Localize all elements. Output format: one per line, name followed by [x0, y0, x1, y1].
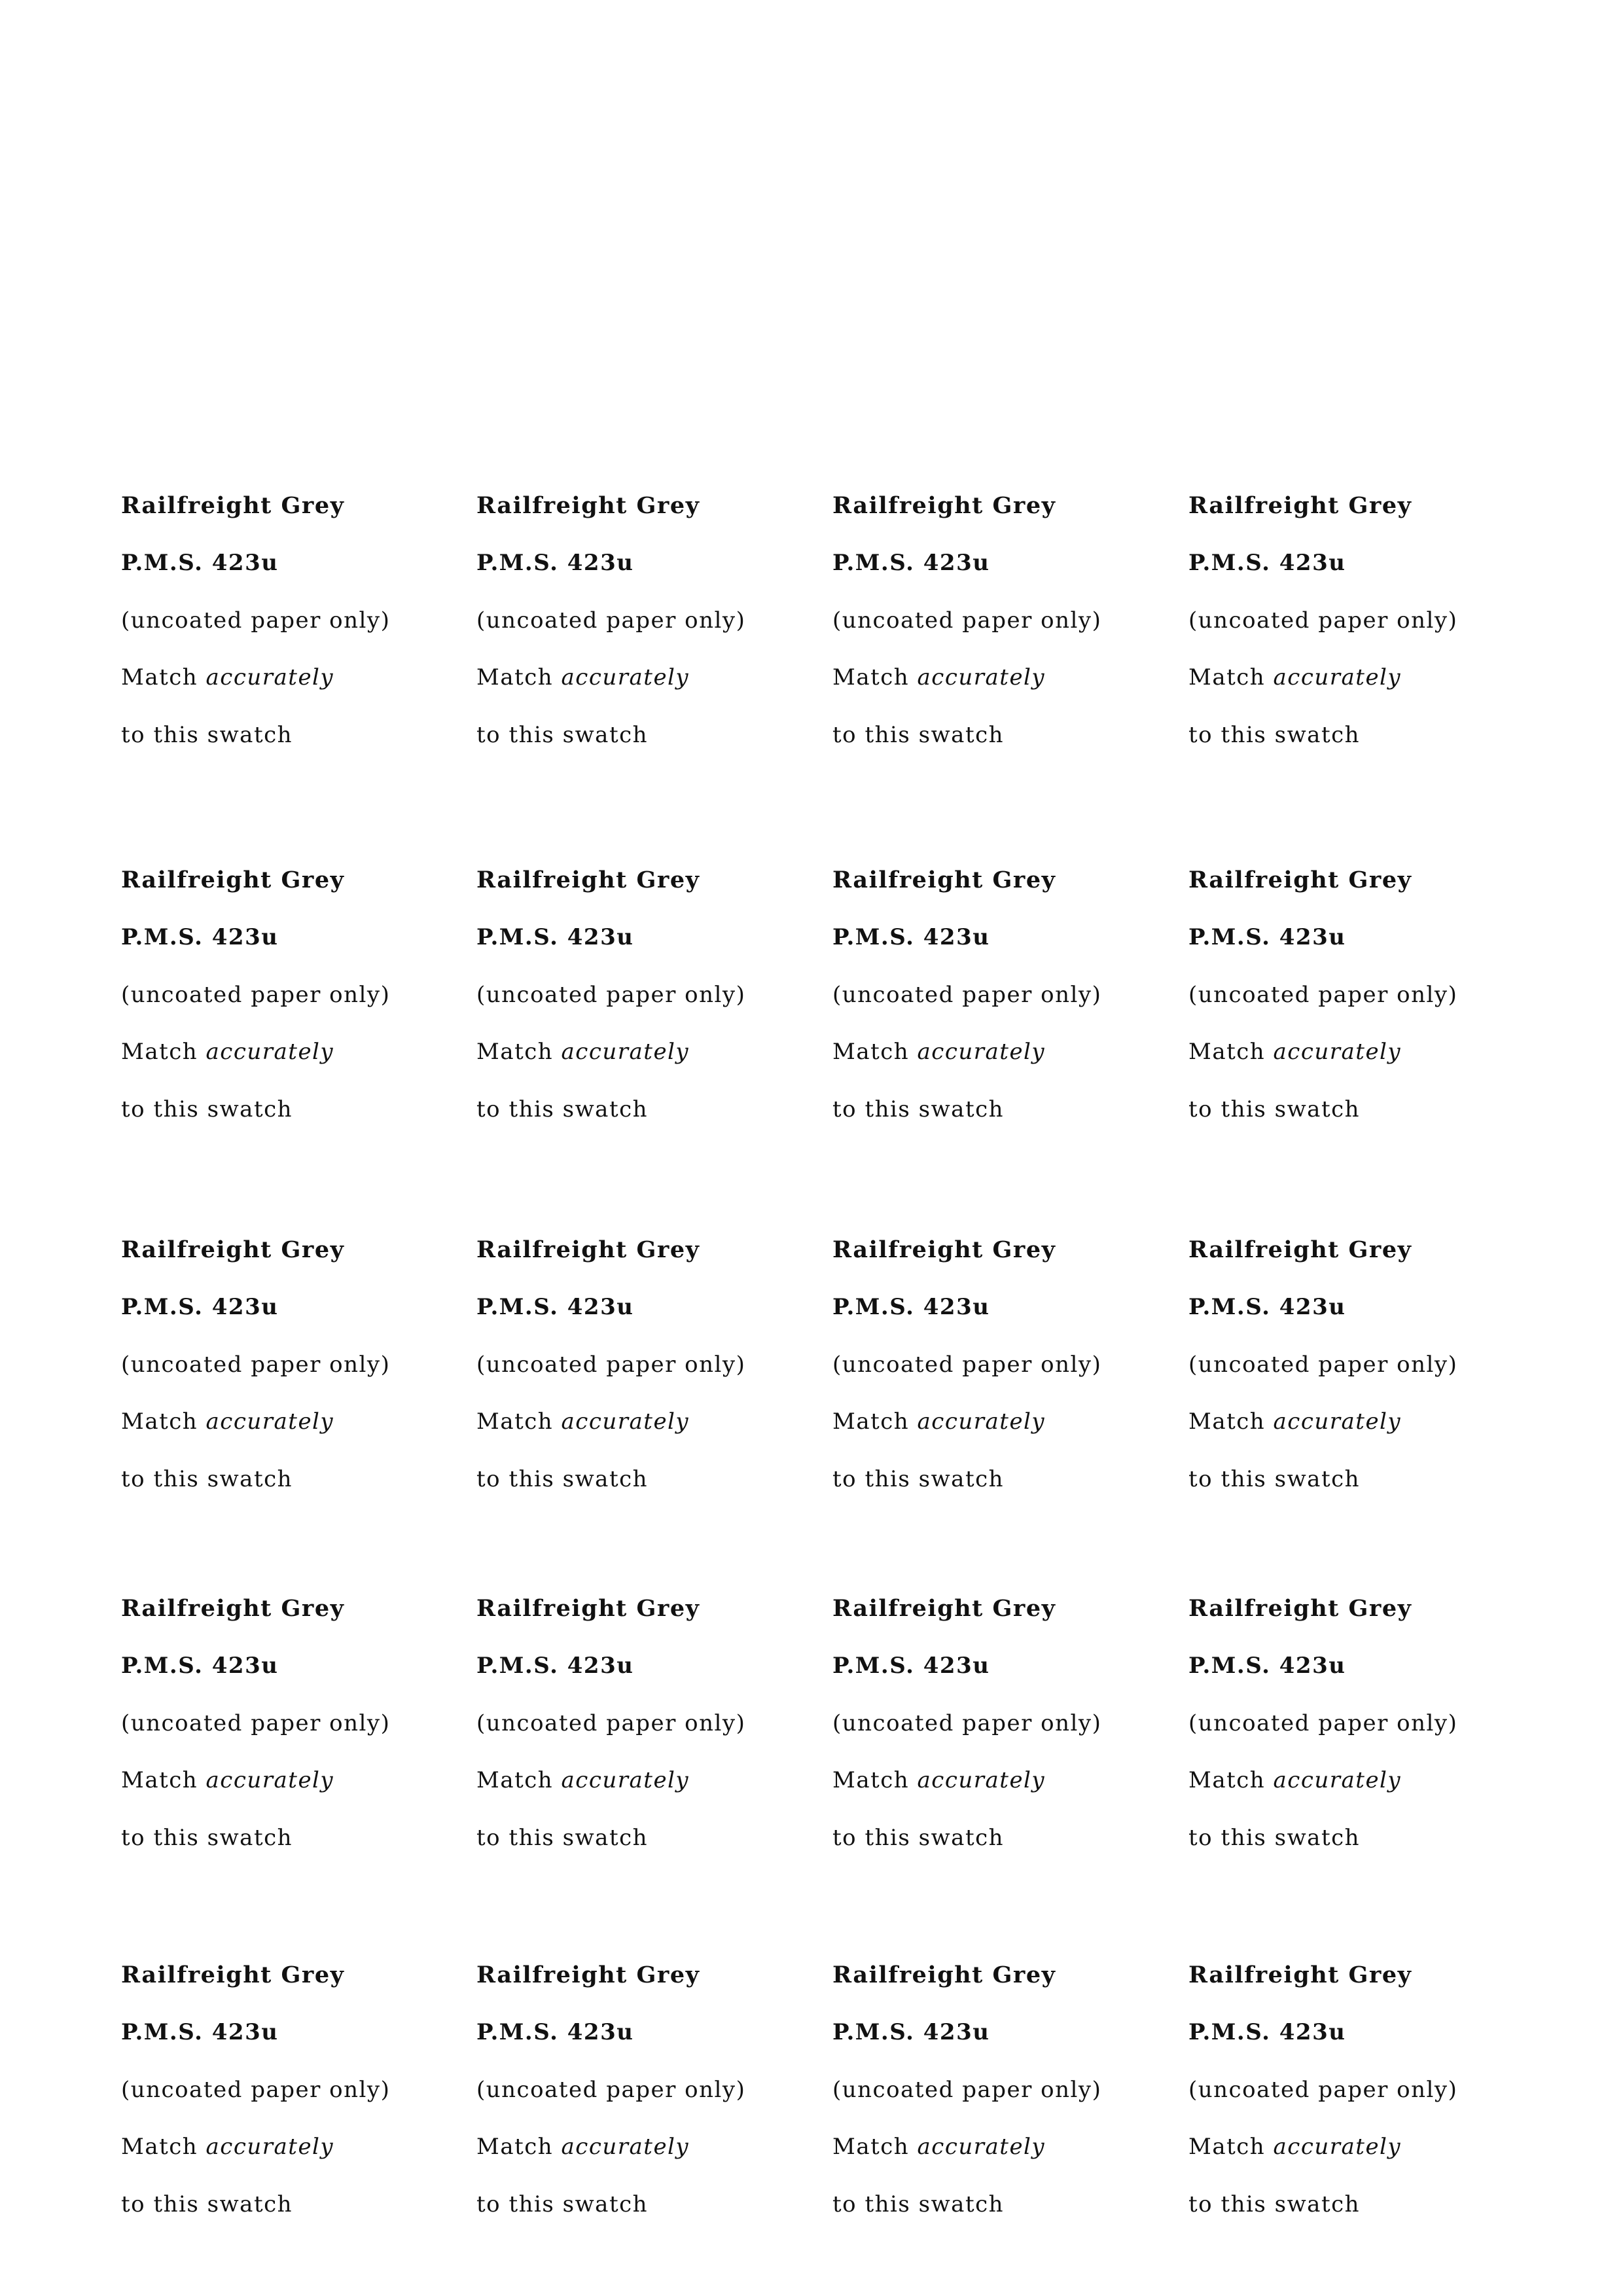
paper-note: (uncoated paper only)	[121, 1710, 391, 1736]
colour-name: Railfreight Grey	[832, 1962, 1056, 1988]
colour-name: Railfreight Grey	[1188, 1595, 1412, 1622]
match-word: Match	[121, 1408, 198, 1435]
match-emphasis: accurately	[917, 1408, 1046, 1435]
pantone-code: P.M.S. 423u	[1188, 1653, 1346, 1679]
match-word: Match	[476, 1408, 554, 1435]
match-instruction	[1188, 664, 1401, 691]
match-instruction	[1188, 2134, 1401, 2160]
match-word: Match	[476, 664, 554, 691]
match-emphasis: accurately	[205, 1039, 334, 1065]
pantone-code: P.M.S. 423u	[476, 1653, 634, 1679]
match-word: Match	[476, 2134, 554, 2160]
colour-name: Railfreight Grey	[476, 1595, 700, 1622]
pantone-code: P.M.S. 423u	[1188, 924, 1346, 950]
match-word: Match	[1188, 1408, 1266, 1435]
match-word: Match	[121, 1039, 198, 1065]
paper-note: (uncoated paper only)	[832, 1710, 1102, 1736]
paper-note: (uncoated paper only)	[1188, 1710, 1458, 1736]
swatch-instruction: to this swatch	[121, 2191, 293, 2217]
swatch-instruction: to this swatch	[832, 1825, 1005, 1851]
paper-note: (uncoated paper only)	[121, 1352, 391, 1378]
colour-name: Railfreight Grey	[1188, 867, 1412, 893]
match-instruction	[476, 1408, 689, 1435]
paper-note: (uncoated paper only)	[121, 607, 391, 634]
pantone-code: P.M.S. 423u	[832, 924, 990, 950]
swatch-instruction: to this swatch	[1188, 2191, 1361, 2217]
match-emphasis: accurately	[1273, 1039, 1402, 1065]
paper-note: (uncoated paper only)	[832, 2077, 1102, 2103]
colour-name: Railfreight Grey	[1188, 492, 1412, 519]
paper-note: (uncoated paper only)	[1188, 607, 1458, 634]
colour-name: Railfreight Grey	[476, 492, 700, 519]
colour-name: Railfreight Grey	[121, 867, 345, 893]
swatch-instruction: to this swatch	[121, 1825, 293, 1851]
swatch-instruction: to this swatch	[1188, 1825, 1361, 1851]
match-instruction	[832, 664, 1045, 691]
paper-note: (uncoated paper only)	[832, 982, 1102, 1008]
colour-name: Railfreight Grey	[1188, 1236, 1412, 1263]
match-emphasis: accurately	[561, 1767, 690, 1793]
match-word: Match	[832, 1767, 910, 1793]
pantone-code: P.M.S. 423u	[476, 924, 634, 950]
match-emphasis: accurately	[917, 1039, 1046, 1065]
pantone-code: P.M.S. 423u	[476, 550, 634, 576]
match-word: Match	[476, 1767, 554, 1793]
pantone-code: P.M.S. 423u	[121, 2019, 279, 2045]
pantone-code: P.M.S. 423u	[476, 1294, 634, 1320]
match-word: Match	[476, 1039, 554, 1065]
paper-note: (uncoated paper only)	[1188, 982, 1458, 1008]
match-instruction	[1188, 1039, 1401, 1065]
match-instruction	[121, 1767, 334, 1793]
swatch-instruction: to this swatch	[832, 2191, 1005, 2217]
paper-note: (uncoated paper only)	[1188, 1352, 1458, 1378]
colour-name: Railfreight Grey	[121, 1962, 345, 1988]
match-emphasis: accurately	[1273, 2134, 1402, 2160]
pantone-code: P.M.S. 423u	[832, 1653, 990, 1679]
paper-note: (uncoated paper only)	[1188, 2077, 1458, 2103]
match-instruction	[832, 1039, 1045, 1065]
match-emphasis: accurately	[205, 1408, 334, 1435]
pantone-code: P.M.S. 423u	[121, 1294, 279, 1320]
swatch-instruction: to this swatch	[121, 1466, 293, 1492]
pantone-code: P.M.S. 423u	[476, 2019, 634, 2045]
colour-name: Railfreight Grey	[121, 492, 345, 519]
pantone-code: P.M.S. 423u	[832, 2019, 990, 2045]
match-word: Match	[832, 1408, 910, 1435]
colour-name: Railfreight Grey	[476, 1236, 700, 1263]
match-word: Match	[121, 1767, 198, 1793]
colour-name: Railfreight Grey	[121, 1595, 345, 1622]
match-instruction	[1188, 1767, 1401, 1793]
match-word: Match	[1188, 1767, 1266, 1793]
swatch-instruction: to this swatch	[1188, 1466, 1361, 1492]
match-emphasis: accurately	[917, 664, 1046, 691]
match-emphasis: accurately	[205, 664, 334, 691]
swatch-instruction: to this swatch	[832, 722, 1005, 748]
swatch-instruction: to this swatch	[476, 722, 649, 748]
match-instruction	[121, 2134, 334, 2160]
paper-note: (uncoated paper only)	[476, 982, 746, 1008]
match-word: Match	[1188, 1039, 1266, 1065]
match-instruction	[832, 2134, 1045, 2160]
colour-name: Railfreight Grey	[476, 1962, 700, 1988]
swatch-instruction: to this swatch	[476, 2191, 649, 2217]
match-word: Match	[832, 664, 910, 691]
paper-note: (uncoated paper only)	[121, 2077, 391, 2103]
pantone-code: P.M.S. 423u	[1188, 1294, 1346, 1320]
swatch-instruction: to this swatch	[832, 1096, 1005, 1122]
match-instruction	[476, 1039, 689, 1065]
match-word: Match	[121, 664, 198, 691]
match-emphasis: accurately	[205, 1767, 334, 1793]
swatch-instruction: to this swatch	[476, 1096, 649, 1122]
match-instruction	[476, 664, 689, 691]
match-emphasis: accurately	[917, 1767, 1046, 1793]
colour-name: Railfreight Grey	[832, 867, 1056, 893]
match-emphasis: accurately	[1273, 1408, 1402, 1435]
swatch-instruction: to this swatch	[476, 1466, 649, 1492]
swatch-instruction: to this swatch	[1188, 722, 1361, 748]
match-word: Match	[1188, 2134, 1266, 2160]
match-instruction	[1188, 1408, 1401, 1435]
match-emphasis: accurately	[917, 2134, 1046, 2160]
colour-name: Railfreight Grey	[832, 1595, 1056, 1622]
match-instruction	[476, 2134, 689, 2160]
paper-note: (uncoated paper only)	[832, 607, 1102, 634]
match-instruction	[832, 1408, 1045, 1435]
paper-note: (uncoated paper only)	[476, 1352, 746, 1378]
match-instruction	[832, 1767, 1045, 1793]
match-emphasis: accurately	[1273, 664, 1402, 691]
pantone-code: P.M.S. 423u	[1188, 550, 1346, 576]
match-emphasis: accurately	[561, 1408, 690, 1435]
colour-name: Railfreight Grey	[476, 867, 700, 893]
match-emphasis: accurately	[1273, 1767, 1402, 1793]
swatch-instruction: to this swatch	[121, 722, 293, 748]
colour-name: Railfreight Grey	[1188, 1962, 1412, 1988]
swatch-instruction: to this swatch	[121, 1096, 293, 1122]
pantone-code: P.M.S. 423u	[832, 550, 990, 576]
match-word: Match	[832, 2134, 910, 2160]
paper-note: (uncoated paper only)	[121, 982, 391, 1008]
swatch-instruction: to this swatch	[476, 1825, 649, 1851]
match-word: Match	[121, 2134, 198, 2160]
pantone-code: P.M.S. 423u	[121, 924, 279, 950]
paper-note: (uncoated paper only)	[476, 2077, 746, 2103]
match-instruction	[121, 1408, 334, 1435]
paper-note: (uncoated paper only)	[476, 607, 746, 634]
colour-name: Railfreight Grey	[121, 1236, 345, 1263]
pantone-code: P.M.S. 423u	[832, 1294, 990, 1320]
match-emphasis: accurately	[205, 2134, 334, 2160]
match-word: Match	[1188, 664, 1266, 691]
pantone-code: P.M.S. 423u	[1188, 2019, 1346, 2045]
swatch-instruction: to this swatch	[1188, 1096, 1361, 1122]
match-emphasis: accurately	[561, 2134, 690, 2160]
swatch-instruction: to this swatch	[832, 1466, 1005, 1492]
match-emphasis: accurately	[561, 664, 690, 691]
paper-note: (uncoated paper only)	[832, 1352, 1102, 1378]
match-emphasis: accurately	[561, 1039, 690, 1065]
match-instruction	[121, 1039, 334, 1065]
pantone-code: P.M.S. 423u	[121, 1653, 279, 1679]
match-word: Match	[832, 1039, 910, 1065]
match-instruction	[121, 664, 334, 691]
paper-note: (uncoated paper only)	[476, 1710, 746, 1736]
pantone-code: P.M.S. 423u	[121, 550, 279, 576]
colour-name: Railfreight Grey	[832, 1236, 1056, 1263]
colour-name: Railfreight Grey	[832, 492, 1056, 519]
match-instruction	[476, 1767, 689, 1793]
